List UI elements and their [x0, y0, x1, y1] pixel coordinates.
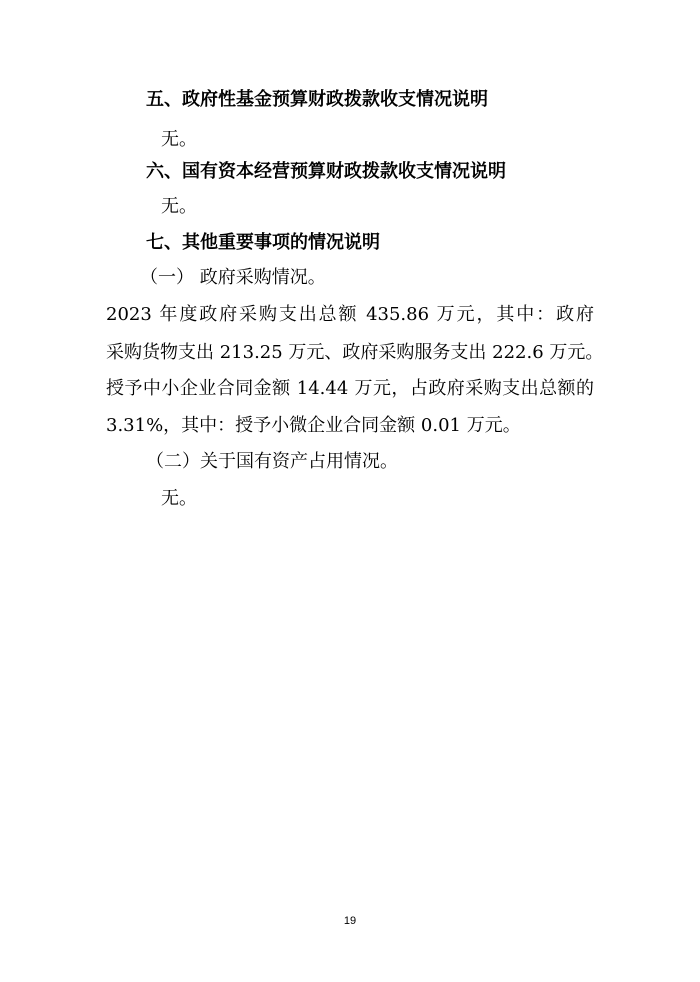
- section-five-heading: 五、政府性基金预算财政拨款收支情况说明: [146, 89, 488, 110]
- section-six-body: 无。: [161, 196, 197, 217]
- procurement-paragraph-line: 3.31%，其中：授予小微企业合同金额 0.01 万元。: [106, 415, 521, 436]
- section-seven-heading: 七、其他重要事项的情况说明: [146, 232, 380, 253]
- section-six-heading: 六、国有资本经营预算财政拨款收支情况说明: [146, 161, 506, 182]
- section-five-body: 无。: [161, 129, 197, 150]
- procurement-paragraph-line: 采购货物支出 213.25 万元、政府采购服务支出 222.6 万元。: [106, 342, 604, 363]
- subsection-assets-heading: （二）关于国有资产占用情况。: [146, 451, 398, 472]
- page-number: 19: [343, 915, 357, 927]
- subsection-procurement-heading: （一） 政府采购情况。: [140, 267, 326, 288]
- procurement-paragraph-line: 授予中小企业合同金额 14.44 万元，占政府采购支出总额的: [106, 378, 594, 399]
- subsection-assets-body: 无。: [161, 488, 197, 509]
- procurement-paragraph-line: 2023 年度政府采购支出总额 435.86 万元，其中：政府: [106, 304, 594, 325]
